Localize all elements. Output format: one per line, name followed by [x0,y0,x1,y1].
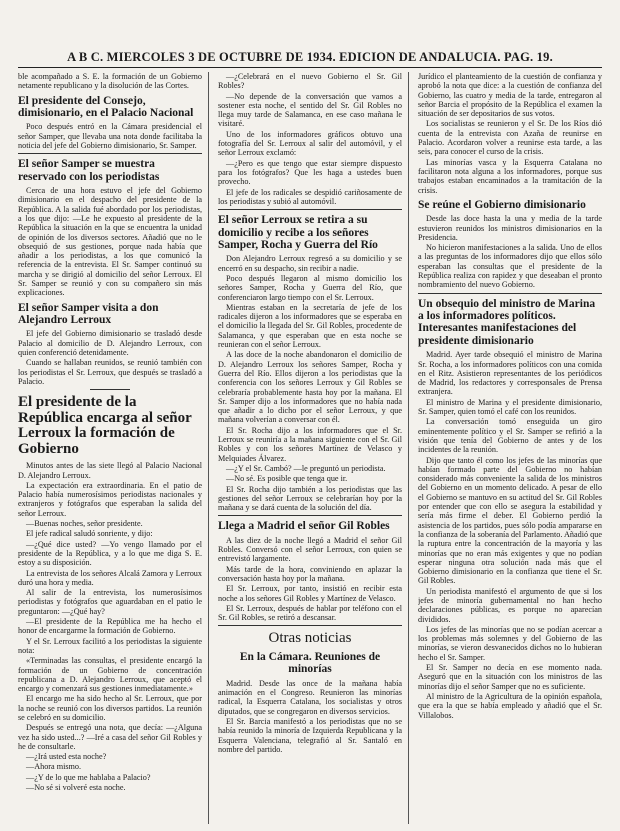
article-paragraph: Y el Sr. Lerroux facilitó a los periodistas la siguiente nota: [18,636,202,655]
article-paragraph: —¿Y de lo que me hablaba a Palacio? [26,772,151,782]
section-headline: Otras noticias [268,630,352,647]
article-paragraph: Mientras estaban en la secretaría de jefe de los radicales dijeron a los informadores que se esperaba en el domicilio la llegada del Sr. Gil Robles, procedente de Salamanca, y que esperaban que en esta noche se reunieran con el señor Lerroux. [218,302,402,350]
article-paragraph: Madrid. Desde las once de la mañana había animación en el Congreso. Reunieron las minorías radical, la Esquerra Catalana, los socialistas y otros diputados, que se congregaron en diversos servicios. [218,678,402,716]
article-paragraph: ble acompañado a S. E. la formación de un Gobierno netamente republicano y la disolución de las Cortes. [18,72,202,91]
article-paragraph: Al ministro de la Agricultura de la opinión española, que era la que se había empleado y añadió que el Sr. Villalobos. [418,691,602,720]
article-paragraph: Desde las doce hasta la una y media de la tarde estuvieron reunidos los ministros dimisionarios en la Presidencia. [418,214,602,242]
section-divider [218,625,402,626]
article-paragraph: Los socialistas se reunieron y el Sr. De los Ríos dió cuenta de la entrevista con Azaña de reunirse en Palacio. Acordaron volver a reunirse esta tarde, a las seis, para conocer el curso de la crisis. [418,119,602,157]
section-divider [218,515,402,516]
article-paragraph: El jefe de los radicales se despidió cariñosamente de los periodistas y subió al automóvil. [218,187,402,206]
article-paragraph: El jefe del Gobierno dimisionario se trasladó desde Palacio al domicilio de D. Alejandro Lerroux, con quien conferenció detenidamente. [18,329,202,358]
article-paragraph: Uno de los informadores gráficos obtuvo una fotografía del Sr. Lerroux al salir del automóvil, y el señor Lerroux exclamó: [218,129,402,158]
section-divider [90,389,130,390]
article-headline: Un obsequio del ministro de Marina a los informadores políticos. Interesantes manifestaciones del presidente dimisionario [418,297,596,347]
article-paragraph: Cuando se hallaban reunidos, se reunió también con los periodistas el Sr. Lerroux, que después se trasladó a Palacio. [18,358,202,386]
article-paragraph: —No depende de la conversación que vamos a sostener esta noche, el sentido del Sr. Gil Robles no llega muy tarde de Salamanca, en ese caso mañana le visitaré. [218,91,402,129]
article-headline: El señor Samper se muestra reservado con los periodistas [18,158,160,183]
article-headline: El presidente del Consejo, dimisionario, en el Palacio Nacional [18,94,194,119]
article-headline: En la Cámara. Reuniones de minorías [239,650,381,676]
article-paragraph: Los jefes de las minorías que no se podían acercar a los problemas más solemnes y del Gobierno de las minorías, se vieron desvanecidos dichos no lo hubieran hecho el Sr. Samper. [418,624,602,662]
column-1 [18,72,202,824]
article-paragraph: Un periodista manifestó el argumento de que si los jefes de minoría gubernamental no han hecho declaraciones públicas, es porque no aparecían divididos. [418,586,602,624]
article-paragraph: —¿Y el Sr. Cambó? —le preguntó un periodista. [226,463,386,473]
article-paragraph: —¿Celebrará en el nuevo Gobierno el Sr. Gil Robles? [218,72,402,91]
column-divider [208,72,209,824]
header-rule [18,67,602,68]
article-paragraph: Poco después entró en la Cámara presidencial el señor Samper, que llevaba una nota donde facilitaba la noticia del jefe del Gobierno dimisionario, Sr. Samper. [18,122,202,150]
article-paragraph: El Sr. Lerroux, después de hablar por teléfono con el Sr. Gil Robles, se retiró a descansar. [218,603,402,623]
article-paragraph: Minutos antes de las siete llegó al Palacio Nacional D. Alejandro Lerroux. [18,461,202,480]
article-paragraph: El Sr. Rocha dijo también a los periodistas que las gestiones del señor Lerroux se celebrarían hoy por la mañana y se dará cuenta de la solución del día. [218,484,402,513]
article-headline: El señor Lerroux se retira a su domicilio y recibe a los señores Samper, Rocha y Guerra del Río [218,214,378,251]
article-paragraph: —Ahora mismo. [26,762,82,772]
page-header: A B C. MIERCOLES 3 DE OCTUBRE DE 1934. EDICION DE ANDALUCIA. PAG. 19. [67,50,553,64]
article-paragraph: —Buenas noches, señor presidente. [26,519,143,529]
article-paragraph: Después se entregó una nota, que decía: —¿Alguna vez ha sido usted...? —Iré a casa del señor Gil Robles y he de consultarle. [18,723,202,751]
article-paragraph: El jefe radical saludó sonriente, y dijo: [26,529,153,539]
section-divider [18,153,202,154]
article-headline: Llega a Madrid el señor Gil Robles [218,520,390,533]
article-paragraph: —¿Pero es que tengo que estar siempre dispuesto para los fotógrafos? Que les haga a ustedes buen provecho. [218,158,402,187]
article-paragraph: Jurídico el planteamiento de la cuestión de confianza y aprobó la nota que dice: a la cuestión de confianza del Gobierno, las cuatro y media de la tarde, entregaron al señor Barcia el propósito de la República el examen la situación de ser depositarios de sus votos. [418,72,602,119]
section-divider [218,209,402,210]
article-paragraph: El Sr. Barcia manifestó a los periodistas que no se había reunido la minoría de Izquierda Republicana y la Esquerra Valenciana, telegrafió al Sr. Santaló en nombre del partido. [218,716,402,754]
column-2 [218,72,402,824]
article-paragraph: Más tarde de la hora, conviniendo en aplazar la conversación hasta hoy por la mañana. [218,564,402,583]
article-paragraph: —El presidente de la República me ha hecho el honor de encargarme la formación de Gobierno. [18,617,202,636]
article-paragraph: «Terminadas las consultas, el presidente encargó la formación de un Gobierno de concentración republicana a D. Alejandro Lerroux, que aceptó el encargo y comenzará sus gestiones inmediatamente.» [18,656,202,694]
article-paragraph: A las diez de la noche llegó a Madrid el señor Gil Robles. Conversó con el señor Lerroux, con quien se entrevistó largamente. [218,535,402,564]
article-paragraph: —¿Qué dice usted? —Yo vengo llamado por el presidente de la República, y a lo que me diga S. E. estoy a su disposición. [18,539,202,568]
article-paragraph: El Sr. Lerroux, por tanto, insistió en recibir esta noche a los señores Gil Robles y Martínez de Velasco. [218,584,402,603]
article-paragraph: —¿Irá usted esta noche? [26,752,107,762]
article-paragraph: Al salir de la entrevista, los numerosísimos periodistas y fotógrafos que aguardaban en el patio le preguntaron: —¿Qué hay? [18,588,202,616]
article-paragraph: El ministro de Marina y el presidente dimisionario, Sr. Samper, quien tomó el café con los reunidos. [418,397,602,417]
article-paragraph: La conversación tomó enseguida un giro eminentemente político y el Sr. Samper se refirió a la visión que tenía del Gobierno de antes y de los incidentes de la reunión. [418,417,602,455]
article-headline: El señor Samper visita a don Alejandro Lerroux [18,301,159,327]
article-paragraph: —No sé. Es posible que tenga que ir. [226,474,348,484]
article-paragraph: Cerca de una hora estuvo el jefe del Gobierno dimisionario en el despacho del presidente de la República. A la salida fué abordado por los periodistas, a los que dijo: —Le he expuesto al presidente de la República la situación en la que se encuentra la unidad de opinión de los diversos sectores. Añadió que no le obsequió de sus gestiones, porque nada había que añadir a los periodistas, a los que comunicó la referencia de la entrevista. El Sr. Samper continuó su marcha y se dirigió al domicilio del señor Lerroux. El Sr. Samper se reunió y con su compañero sin más explicaciones. [18,186,202,298]
article-paragraph: La entrevista de los señores Alcalá Zamora y Lerroux duró una hora y media. [18,568,202,587]
article-paragraph: El Sr. Samper no decía en ese momento nada. Aseguró que en la situación con los ministros de las minorías dijo el señor Samper que no es suficiente. [418,663,602,691]
section-divider [418,293,602,294]
article-paragraph: A las doce de la noche abandonaron el domicilio de D. Alejandro Lerroux los señores Samper, Rocha y Guerra del Río. Ellos dijeron a los periodistas que la conferencia con los señores Lerroux y Gil Robles se celebraría probablemente hasta hoy por la mañana. El Sr. Samper dijo a los informadores que no había nada que añadir a lo dicho por el señor Lerroux, y que mañana volverían a conversar con él. [218,350,402,425]
article-paragraph: Don Alejandro Lerroux regresó a su domicilio y se encerró en su despacho, sin recibir a nadie. [218,254,402,273]
article-paragraph: Las minorías vasca y la Esquerra Catalana no facilitaron nota alguna a los informadores, porque sus trabajos estaban encaminados a la tramitación de la crisis. [418,157,602,195]
article-paragraph: El Sr. Rocha dijo a los informadores que el Sr. Lerroux se reuniría a la mañana siguiente con el Sr. Gil Robles y con los señores Martínez de Velasco y Melquiades Álvarez. [218,425,402,463]
column-divider [408,72,409,824]
article-paragraph: La expectación era extraordinaria. En el patio de Palacio había numerosísimos periodistas nacionales y extranjeros y fotógrafos que esperaban la salida del señor Lerroux. [18,480,202,518]
article-paragraph: Dijo que tanto él como los jefes de las minorías que habían formado parte del Gobierno no habían considerado más conveniente la salida de los ministros del Gobierno en un momento delicado. A pesar de ello el Gobierno se mantuvo en su actitud del Sr. Gil Robles por entender que con ello se asegura la estabilidad y sería más firme el deber. El Gobierno perdió la asistencia de los partidos, pues sólo podía ampararse en la confianza de la soberanía del Parlamento. Añadió que la ruptura entre la concentración de la mayoría y las minorías que no eran más exigentes y que no podían esperar ninguna otra solución nada más que el Gobierno dimisionario en la confianza que tiene el Sr. Gil Robles. [418,455,602,586]
article-paragraph: Poco después llegaron al mismo domicilio los señores Samper, Rocha y Guerra del Río, que conferenciaron largo tiempo con el Sr. Lerroux. [218,273,402,302]
column-3 [418,72,602,824]
section-headline: El presidente de la República encarga al señor Lerroux la formación de Gobierno [18,394,192,457]
article-paragraph: Madrid. Ayer tarde obsequió el ministro de Marina Sr. Rocha, a los informadores políticos con una comida en el Ritz. Asistieron representantes de los periódicos de Madrid, los redactores y corresponsales de Prensa extranjera. [418,350,602,397]
article-headline: Se reúne el Gobierno dimisionario [418,198,586,211]
article-paragraph: El encargo me ha sido hecho al Sr. Lerroux, que por la noche se reunió con los diversos partidos. La reunión se celebró en su domicilio. [18,694,202,722]
article-paragraph: —No sé si volveré esta noche. [26,783,126,793]
article-paragraph: No hicieron manifestaciones a la salida. Uno de ellos a las preguntas de los informadores dijo que ellos sólo esperaban las consultas que el presidente de la República realiza con rapidez y que deseaban el pronto nombramiento del nuevo Gobierno. [418,243,602,290]
